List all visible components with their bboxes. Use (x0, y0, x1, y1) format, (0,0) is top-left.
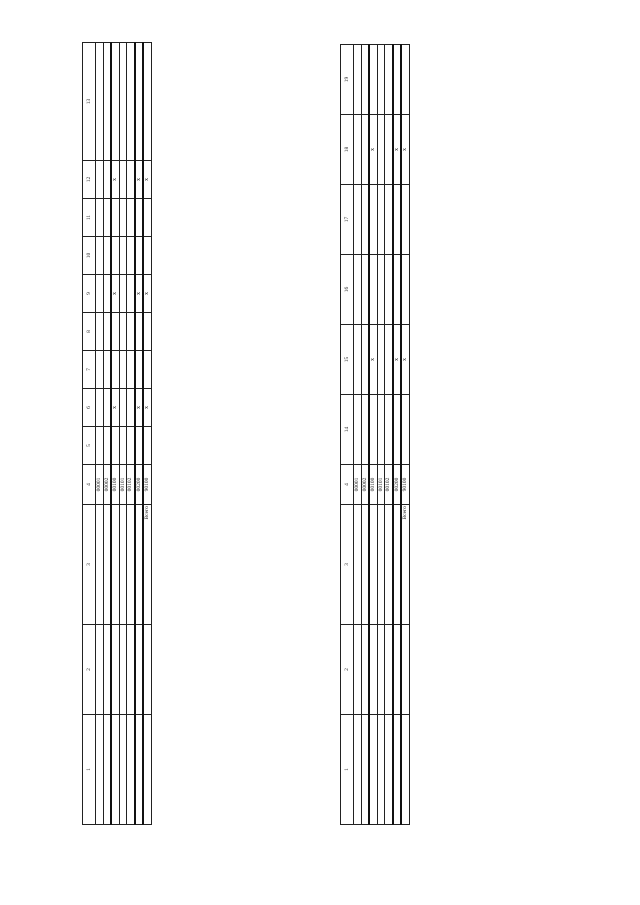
value-cell (111, 313, 119, 351)
value-cell (143, 237, 151, 275)
value-cell (354, 255, 362, 325)
row-cell (369, 715, 377, 825)
row-cell (401, 625, 409, 715)
value-cell (127, 275, 135, 313)
x-mark: x (111, 275, 119, 313)
row-cell (393, 625, 402, 715)
x-mark: x (135, 389, 144, 427)
row-cell (127, 715, 135, 825)
value-cell (385, 255, 393, 325)
value-cell (127, 43, 135, 161)
value-cell (96, 389, 104, 427)
column-number-row (341, 45, 354, 825)
column-number: 17 (341, 185, 354, 255)
value-cell (103, 389, 111, 427)
value-cell (111, 199, 119, 237)
x-mark: x (135, 161, 144, 199)
value-cell (119, 313, 127, 351)
row-code: 00100 (111, 465, 119, 505)
table-row (401, 45, 409, 825)
column-number: 7 (83, 351, 96, 389)
value-cell (103, 161, 111, 199)
value-cell (354, 45, 362, 115)
value-cell (103, 43, 111, 161)
x-mark: x (401, 325, 409, 395)
table-row (103, 43, 111, 825)
row-code: 00102 (385, 465, 393, 505)
row-cell (103, 715, 111, 825)
value-cell (135, 313, 144, 351)
row-cell (401, 715, 409, 825)
value-cell (354, 325, 362, 395)
row-label (135, 505, 144, 625)
value-cell (354, 395, 362, 465)
row-cell (385, 715, 393, 825)
value-cell (143, 351, 151, 389)
row-label (393, 505, 402, 625)
value-cell (369, 255, 377, 325)
value-cell (361, 185, 369, 255)
column-number: 8 (83, 313, 96, 351)
row-label (385, 505, 393, 625)
row-cell (393, 715, 402, 825)
column-number: 13 (83, 43, 96, 161)
value-cell (119, 427, 127, 465)
column-number: 1 (83, 715, 96, 825)
table-row (135, 43, 144, 825)
x-mark: x (369, 325, 377, 395)
row-code: 00001 (354, 465, 362, 505)
value-cell (127, 351, 135, 389)
value-cell (369, 45, 377, 115)
table-row (369, 45, 377, 825)
column-number: 4 (83, 465, 96, 505)
row-code: 00200 (393, 465, 402, 505)
value-cell (377, 255, 385, 325)
row-label (361, 505, 369, 625)
value-cell (135, 427, 144, 465)
row-cell (135, 625, 144, 715)
row-code: 00200 (135, 465, 144, 505)
row-label (377, 505, 385, 625)
value-cell (119, 275, 127, 313)
row-code: 00101 (119, 465, 127, 505)
value-cell (103, 237, 111, 275)
table-row (354, 45, 362, 825)
column-number: 19 (341, 45, 354, 115)
column-number: 15 (341, 325, 354, 395)
row-cell (111, 715, 119, 825)
column-number: 5 (83, 427, 96, 465)
value-cell (127, 161, 135, 199)
row-label (96, 505, 104, 625)
row-cell (361, 625, 369, 715)
value-cell (369, 395, 377, 465)
row-label (119, 505, 127, 625)
row-cell (143, 715, 151, 825)
value-cell (103, 427, 111, 465)
value-cell (393, 45, 402, 115)
x-mark: x (369, 115, 377, 185)
distribution-table-2 (340, 44, 410, 825)
table-row (143, 43, 151, 825)
value-cell (111, 237, 119, 275)
column-number-row (83, 43, 96, 825)
value-cell (119, 199, 127, 237)
x-mark: x (393, 325, 402, 395)
row-cell (103, 625, 111, 715)
row-code: 00102 (127, 465, 135, 505)
row-cell (385, 625, 393, 715)
column-number: 16 (341, 255, 354, 325)
value-cell (96, 161, 104, 199)
table-row (361, 45, 369, 825)
value-cell (96, 43, 104, 161)
x-mark: x (111, 161, 119, 199)
row-cell (135, 715, 144, 825)
column-number: 12 (83, 161, 96, 199)
row-label: Всего (143, 505, 151, 625)
value-cell (385, 395, 393, 465)
value-cell (96, 351, 104, 389)
value-cell (393, 255, 402, 325)
row-cell (377, 715, 385, 825)
row-cell (354, 625, 362, 715)
row-cell (354, 715, 362, 825)
value-cell (377, 45, 385, 115)
value-cell (119, 237, 127, 275)
value-cell (369, 185, 377, 255)
value-cell (143, 199, 151, 237)
value-cell (377, 115, 385, 185)
x-mark: x (111, 389, 119, 427)
value-cell (135, 237, 144, 275)
table-row (393, 45, 402, 825)
column-number: 2 (341, 625, 354, 715)
value-cell (377, 185, 385, 255)
table-row (96, 43, 104, 825)
row-cell (111, 625, 119, 715)
table-row (119, 43, 127, 825)
row-cell (369, 625, 377, 715)
value-cell (361, 395, 369, 465)
value-cell (361, 325, 369, 395)
value-cell (385, 115, 393, 185)
value-cell (119, 389, 127, 427)
value-cell (401, 45, 409, 115)
row-cell (143, 625, 151, 715)
row-label (103, 505, 111, 625)
value-cell (393, 185, 402, 255)
value-cell (377, 395, 385, 465)
row-code: 00002 (361, 465, 369, 505)
row-label (111, 505, 119, 625)
value-cell (393, 395, 402, 465)
value-cell (111, 351, 119, 389)
value-cell (354, 185, 362, 255)
value-cell (96, 427, 104, 465)
value-cell (127, 237, 135, 275)
value-cell (135, 351, 144, 389)
row-label (127, 505, 135, 625)
x-mark: x (143, 275, 151, 313)
value-cell (135, 199, 144, 237)
x-mark: x (143, 389, 151, 427)
row-label (369, 505, 377, 625)
table-row (385, 45, 393, 825)
value-cell (96, 275, 104, 313)
row-cell (361, 715, 369, 825)
column-number: 3 (341, 505, 354, 625)
value-cell (361, 45, 369, 115)
value-cell (111, 43, 119, 161)
x-mark: x (143, 161, 151, 199)
value-cell (96, 199, 104, 237)
value-cell (119, 161, 127, 199)
x-mark: x (401, 115, 409, 185)
table-row (127, 43, 135, 825)
column-number: 11 (83, 199, 96, 237)
value-cell (111, 427, 119, 465)
table-row (111, 43, 119, 825)
row-code: 90100 (143, 465, 151, 505)
column-number: 10 (83, 237, 96, 275)
value-cell (401, 255, 409, 325)
row-code: 00001 (96, 465, 104, 505)
row-label (354, 505, 362, 625)
value-cell (361, 255, 369, 325)
row-code: 00101 (377, 465, 385, 505)
value-cell (401, 185, 409, 255)
column-number: 3 (83, 505, 96, 625)
value-cell (354, 115, 362, 185)
row-cell (96, 625, 104, 715)
value-cell (103, 199, 111, 237)
value-cell (96, 237, 104, 275)
x-mark: x (135, 275, 144, 313)
value-cell (385, 325, 393, 395)
value-cell (143, 43, 151, 161)
column-number: 14 (341, 395, 354, 465)
row-cell (127, 625, 135, 715)
value-cell (103, 351, 111, 389)
value-cell (127, 199, 135, 237)
value-cell (96, 313, 104, 351)
row-code: 00100 (369, 465, 377, 505)
value-cell (103, 313, 111, 351)
value-cell (385, 45, 393, 115)
value-cell (377, 325, 385, 395)
value-cell (361, 115, 369, 185)
value-cell (127, 313, 135, 351)
row-cell (377, 625, 385, 715)
row-cell (96, 715, 104, 825)
column-number: 6 (83, 389, 96, 427)
column-number: 2 (83, 625, 96, 715)
value-cell (401, 395, 409, 465)
row-label: Всего (401, 505, 409, 625)
row-cell (119, 715, 127, 825)
value-cell (385, 185, 393, 255)
x-mark: x (393, 115, 402, 185)
value-cell (103, 275, 111, 313)
value-cell (119, 43, 127, 161)
value-cell (135, 43, 144, 161)
value-cell (143, 313, 151, 351)
value-cell (143, 427, 151, 465)
column-number: 9 (83, 275, 96, 313)
distribution-table-1 (82, 42, 152, 825)
row-code: 90100 (401, 465, 409, 505)
value-cell (119, 351, 127, 389)
column-number: 4 (341, 465, 354, 505)
value-cell (127, 427, 135, 465)
row-cell (119, 625, 127, 715)
column-number: 18 (341, 115, 354, 185)
value-cell (127, 389, 135, 427)
column-number: 1 (341, 715, 354, 825)
table-row (377, 45, 385, 825)
row-code: 00002 (103, 465, 111, 505)
